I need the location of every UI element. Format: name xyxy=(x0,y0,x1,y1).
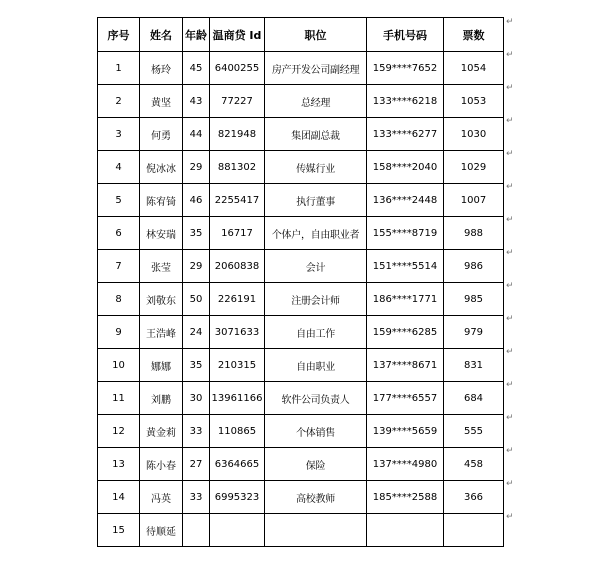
cell-name: 陈宥锜 xyxy=(140,184,183,217)
cell-phone: 186****1771 xyxy=(367,283,444,316)
cell-name: 黄坚 xyxy=(140,85,183,118)
cell-index: 4 xyxy=(98,151,140,184)
cell-phone: 177****6557 xyxy=(367,382,444,415)
table-row xyxy=(98,415,504,448)
cell-phone: 137****8671 xyxy=(367,349,444,382)
table-row xyxy=(98,382,504,415)
cell-id: 210315 xyxy=(210,349,265,382)
cell-phone: 136****2448 xyxy=(367,184,444,217)
cell-votes xyxy=(444,514,504,547)
paragraph-mark: ↵ xyxy=(506,116,514,126)
table-row xyxy=(98,514,504,547)
cell-votes: 831 xyxy=(444,349,504,382)
cell-id: 3071633 xyxy=(210,316,265,349)
cell-position: 执行董事 xyxy=(265,184,367,217)
cell-position: 总经理 xyxy=(265,85,367,118)
cell-age: 50 xyxy=(183,283,210,316)
cell-position: 自由职业 xyxy=(265,349,367,382)
cell-votes: 988 xyxy=(444,217,504,250)
cell-position: 保险 xyxy=(265,448,367,481)
cell-position: 个体销售 xyxy=(265,415,367,448)
header-name: 姓名 xyxy=(140,18,183,52)
cell-age: 29 xyxy=(183,250,210,283)
paragraph-mark: ↵ xyxy=(506,83,514,93)
cell-phone: 159****7652 xyxy=(367,52,444,85)
cell-id: 6400255 xyxy=(210,52,265,85)
cell-position: 自由工作 xyxy=(265,316,367,349)
cell-index: 8 xyxy=(98,283,140,316)
cell-index: 7 xyxy=(98,250,140,283)
cell-age: 27 xyxy=(183,448,210,481)
cell-index: 12 xyxy=(98,415,140,448)
table-row xyxy=(98,481,504,514)
cell-name: 刘鹏 xyxy=(140,382,183,415)
cell-index: 15 xyxy=(98,514,140,547)
cell-id: 2255417 xyxy=(210,184,265,217)
cell-age: 30 xyxy=(183,382,210,415)
cell-id: 13961166 xyxy=(210,382,265,415)
cell-votes: 979 xyxy=(444,316,504,349)
cell-age: 35 xyxy=(183,217,210,250)
cell-index: 11 xyxy=(98,382,140,415)
cell-position: 集团副总裁 xyxy=(265,118,367,151)
cell-position: 个体户，自由职业者 xyxy=(265,217,367,250)
cell-phone: 151****5514 xyxy=(367,250,444,283)
cell-age: 46 xyxy=(183,184,210,217)
cell-name: 王浩峰 xyxy=(140,316,183,349)
table-row xyxy=(98,151,504,184)
header-index: 序号 xyxy=(98,18,140,52)
cell-age: 44 xyxy=(183,118,210,151)
paragraph-mark: ↵ xyxy=(506,215,514,225)
cell-position: 软件公司负责人 xyxy=(265,382,367,415)
cell-id: 821948 xyxy=(210,118,265,151)
cell-position: 注册会计师 xyxy=(265,283,367,316)
paragraph-mark: ↵ xyxy=(506,182,514,192)
cell-votes: 555 xyxy=(444,415,504,448)
cell-name: 刘敬东 xyxy=(140,283,183,316)
cell-index: 10 xyxy=(98,349,140,382)
cell-votes: 986 xyxy=(444,250,504,283)
cell-index: 14 xyxy=(98,481,140,514)
cell-id: 77227 xyxy=(210,85,265,118)
cell-name: 林安瑞 xyxy=(140,217,183,250)
header-position: 职位 xyxy=(265,18,367,52)
cell-index: 1 xyxy=(98,52,140,85)
cell-name: 冯英 xyxy=(140,481,183,514)
cell-id: 16717 xyxy=(210,217,265,250)
header-votes: 票数 xyxy=(444,18,504,52)
paragraph-mark: ↵ xyxy=(506,446,514,456)
header-age: 年龄 xyxy=(183,18,210,52)
cell-position xyxy=(265,514,367,547)
paragraph-mark: ↵ xyxy=(506,248,514,258)
cell-phone: 133****6277 xyxy=(367,118,444,151)
paragraph-mark: ↵ xyxy=(506,50,514,60)
table-row xyxy=(98,217,504,250)
cell-votes: 684 xyxy=(444,382,504,415)
cell-name: 黄金莉 xyxy=(140,415,183,448)
cell-age: 29 xyxy=(183,151,210,184)
table-row xyxy=(98,52,504,85)
table-row xyxy=(98,250,504,283)
table-row xyxy=(98,448,504,481)
cell-index: 3 xyxy=(98,118,140,151)
paragraph-mark: ↵ xyxy=(506,17,514,27)
cell-id: 6364665 xyxy=(210,448,265,481)
cell-index: 9 xyxy=(98,316,140,349)
cell-name: 待顺延 xyxy=(140,514,183,547)
cell-id: 6995323 xyxy=(210,481,265,514)
cell-position: 会计 xyxy=(265,250,367,283)
table-row xyxy=(98,184,504,217)
cell-votes: 366 xyxy=(444,481,504,514)
cell-age: 35 xyxy=(183,349,210,382)
cell-index: 13 xyxy=(98,448,140,481)
cell-age: 24 xyxy=(183,316,210,349)
cell-phone xyxy=(367,514,444,547)
cell-phone: 139****5659 xyxy=(367,415,444,448)
cell-votes: 1007 xyxy=(444,184,504,217)
paragraph-mark: ↵ xyxy=(506,281,514,291)
cell-name: 娜娜 xyxy=(140,349,183,382)
cell-age: 43 xyxy=(183,85,210,118)
cell-position: 房产开发公司副经理 xyxy=(265,52,367,85)
paragraph-mark: ↵ xyxy=(506,413,514,423)
cell-votes: 1054 xyxy=(444,52,504,85)
table-row xyxy=(98,316,504,349)
cell-id xyxy=(210,514,265,547)
paragraph-mark: ↵ xyxy=(506,314,514,324)
cell-name: 倪冰冰 xyxy=(140,151,183,184)
cell-index: 5 xyxy=(98,184,140,217)
cell-age xyxy=(183,514,210,547)
cell-phone: 159****6285 xyxy=(367,316,444,349)
table-row xyxy=(98,85,504,118)
cell-name: 何勇 xyxy=(140,118,183,151)
paragraph-mark: ↵ xyxy=(506,149,514,159)
cell-phone: 155****8719 xyxy=(367,217,444,250)
cell-phone: 133****6218 xyxy=(367,85,444,118)
cell-votes: 1029 xyxy=(444,151,504,184)
cell-phone: 185****2588 xyxy=(367,481,444,514)
cell-age: 33 xyxy=(183,415,210,448)
cell-votes: 458 xyxy=(444,448,504,481)
cell-name: 张莹 xyxy=(140,250,183,283)
cell-phone: 137****4980 xyxy=(367,448,444,481)
cell-votes: 985 xyxy=(444,283,504,316)
vote-table xyxy=(97,17,504,547)
header-row xyxy=(98,18,504,52)
paragraph-mark: ↵ xyxy=(506,479,514,489)
cell-position: 传媒行业 xyxy=(265,151,367,184)
table-row xyxy=(98,283,504,316)
table-row xyxy=(98,349,504,382)
paragraph-mark: ↵ xyxy=(506,380,514,390)
table-row xyxy=(98,118,504,151)
paragraph-mark: ↵ xyxy=(506,512,514,522)
header-phone: 手机号码 xyxy=(367,18,444,52)
cell-position: 高校教师 xyxy=(265,481,367,514)
header-id: 温商贷 Id xyxy=(210,18,265,52)
cell-age: 33 xyxy=(183,481,210,514)
cell-id: 226191 xyxy=(210,283,265,316)
cell-age: 45 xyxy=(183,52,210,85)
cell-id: 2060838 xyxy=(210,250,265,283)
cell-phone: 158****2040 xyxy=(367,151,444,184)
cell-name: 杨玲 xyxy=(140,52,183,85)
cell-id: 881302 xyxy=(210,151,265,184)
cell-votes: 1030 xyxy=(444,118,504,151)
cell-index: 6 xyxy=(98,217,140,250)
paragraph-mark: ↵ xyxy=(506,347,514,357)
cell-index: 2 xyxy=(98,85,140,118)
cell-id: 110865 xyxy=(210,415,265,448)
cell-name: 陈小春 xyxy=(140,448,183,481)
cell-votes: 1053 xyxy=(444,85,504,118)
